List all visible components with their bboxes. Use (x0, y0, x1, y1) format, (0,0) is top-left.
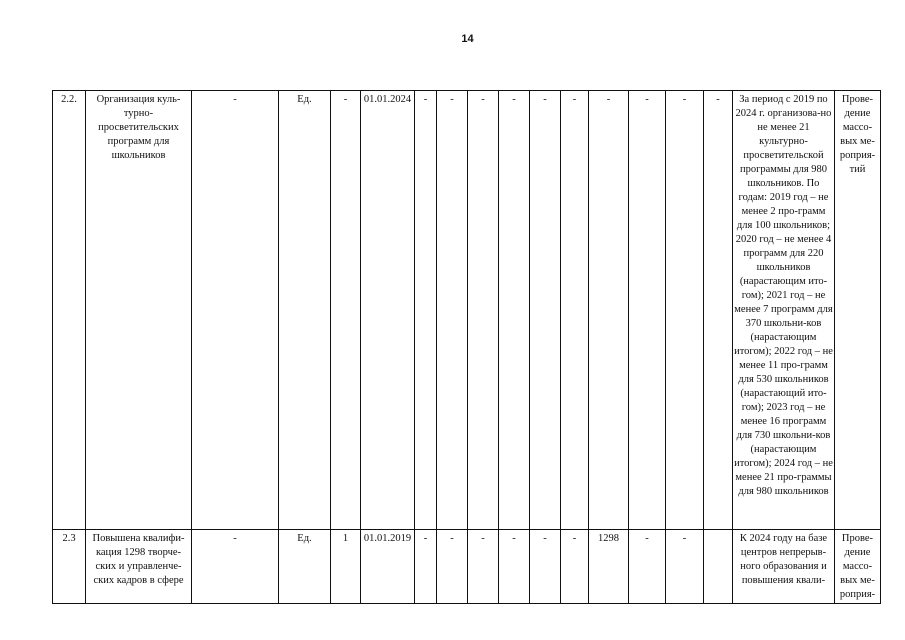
year-cell: 1298 (589, 530, 629, 604)
year-cell: - (468, 91, 499, 530)
year-cell: - (437, 530, 468, 604)
year-cell: - (499, 530, 530, 604)
row-col3: - (192, 91, 279, 530)
row-base-value: - (331, 91, 361, 530)
page-number: 14 (461, 33, 474, 45)
year-cell: - (468, 530, 499, 604)
row-number: 2.2. (53, 91, 86, 530)
year-cell: - (499, 91, 530, 530)
year-cell: - (561, 91, 589, 530)
row-base-date: 01.01.2024 (361, 91, 415, 530)
year-cell: - (666, 530, 704, 604)
year-cell: - (629, 91, 666, 530)
measures-table (52, 90, 881, 604)
row-number: 2.3 (53, 530, 86, 604)
row-name: Организация куль-турно-просветительских программ для школьников (86, 91, 192, 530)
year-cell: - (666, 91, 704, 530)
row-unit: Ед. (279, 530, 331, 604)
year-cell: - (589, 91, 629, 530)
year-cell: - (530, 530, 561, 604)
row-name: Повышена квалифи-кация 1298 творче-ских и управленче-ских кадров в сфере (86, 530, 192, 604)
row-col3: - (192, 530, 279, 604)
row-unit: Ед. (279, 91, 331, 530)
year-cell: - (704, 91, 733, 530)
table-row (53, 530, 881, 604)
row-result: К 2024 году на базе центров непрерыв-ного образования и повышения квали- (733, 530, 835, 604)
year-cell: - (629, 530, 666, 604)
table-row (53, 91, 881, 530)
row-activity: Прове-дение массо-вых ме-роприя-тий (835, 91, 881, 530)
year-cell: - (437, 91, 468, 530)
row-activity: Прове-дение массо-вых ме-роприя- (835, 530, 881, 604)
row-result: За период с 2019 по 2024 г. организова-но не менее 21 культурно-просветительской программы для 980 школьников. По годам: 2019 год – не менее 2 про-грамм для 100 школьников; 2020 год – не менее 4 программ для 220 школьников (нарастающим ито-гом); 2021 год – не менее 7 программ для 370 школьни-ков (нарастающим итогом); 2022 год – не менее 11 про-грамм для 530 школьников (нарастающий ито-гом); 2023 год – не менее 16 программ для 730 школьни-ков (нарастающим итогом); 2024 год – не менее 21 про-граммы для 980 школьников (733, 91, 835, 530)
year-cell: - (561, 530, 589, 604)
year-cell: - (415, 91, 437, 530)
year-cell (704, 530, 733, 604)
row-base-date: 01.01.2019 (361, 530, 415, 604)
year-cell: - (530, 91, 561, 530)
row-base-value: 1 (331, 530, 361, 604)
year-cell: - (415, 530, 437, 604)
